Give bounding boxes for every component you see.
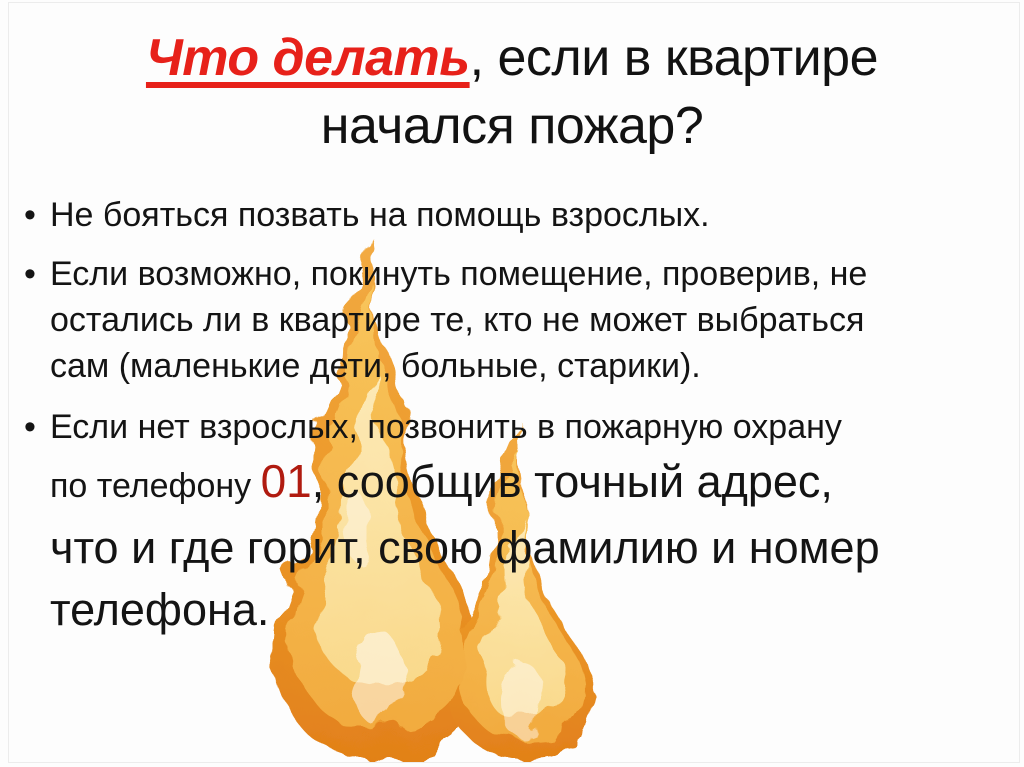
- title-line-2: начался пожар?: [320, 97, 704, 155]
- bullet-2-line-2: остались ли в квартире те, кто не может выбраться: [50, 301, 865, 339]
- slide-title: [0, 0, 1024, 160]
- bullet-3-text: [50, 404, 880, 641]
- title-line-1: [0, 24, 1024, 92]
- phone-prefix-text: по телефону: [50, 467, 261, 505]
- bullet-1-text: [50, 192, 710, 238]
- bullet-2-text: [50, 251, 867, 389]
- bullet-3-line-4: телефона.: [50, 584, 270, 635]
- bullet-item-3: [24, 404, 1000, 641]
- bullet-2-line-1: Если возможно, покинуть помещение, проверив, не: [50, 255, 868, 293]
- bullet-3-line-2: [50, 450, 880, 517]
- title-rest: , если в квартире: [469, 29, 879, 87]
- title-highlight: Что делать: [145, 29, 470, 87]
- bullet-3-line-3: что и где горит, свою фамилию и номер: [50, 522, 880, 573]
- bullet-3-line-1: Если нет взрослых, позвонить в пожарную охрану: [50, 408, 842, 446]
- bullet-1-line-1: Не бояться позвать на помощь взрослых.: [50, 196, 710, 234]
- bullet-marker: •: [24, 196, 36, 234]
- bullet-item-2: [24, 251, 1000, 389]
- emergency-phone-number: 01: [260, 455, 312, 507]
- bullet-list: [0, 192, 1000, 641]
- bullet-item-1: [24, 192, 1000, 238]
- bullet-marker: •: [24, 408, 36, 446]
- phone-suffix-text: , сообщив точный адрес,: [311, 456, 833, 507]
- bullet-marker: •: [24, 255, 36, 293]
- bullet-2-line-3: сам (маленькие дети, больные, старики).: [50, 347, 701, 385]
